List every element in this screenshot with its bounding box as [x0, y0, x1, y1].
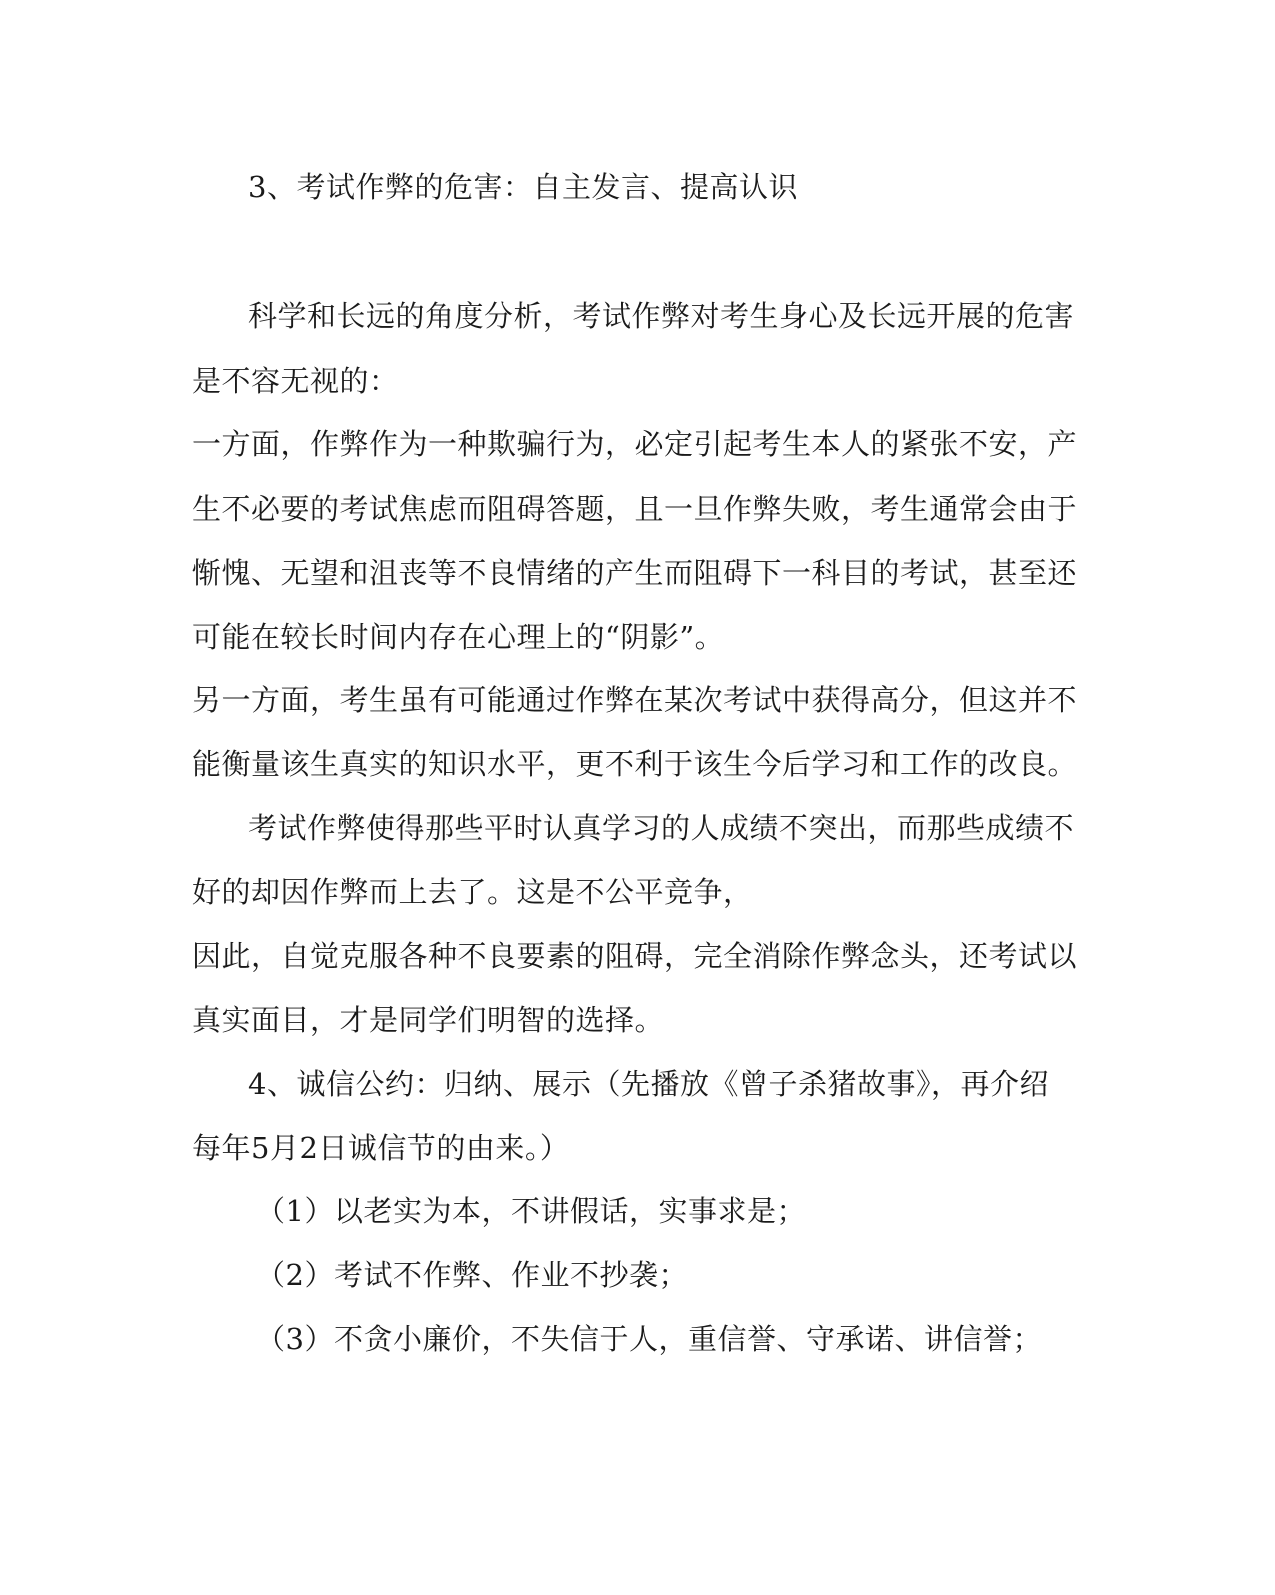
paragraph-line: 能衡量该生真实的知识水平，更不利于该生今后学习和工作的改良。 — [192, 747, 1078, 781]
paragraph-line: 另一方面，考生虽有可能通过作弊在某次考试中获得高分，但这并不 — [192, 683, 1078, 717]
paragraph-line: 科学和长远的角度分析，考试作弊对考生身心及长远开展的危害 — [248, 299, 1075, 333]
paragraph-line: 一方面，作弊作为一种欺骗行为，必定引起考生本人的紧张不安，产 — [192, 427, 1078, 461]
paragraph-line: 是不容无视的： — [192, 364, 399, 398]
pledge-item: （2）考试不作弊、作业不抄袭； — [256, 1258, 688, 1292]
pledge-item: （3）不贪小廉价，不失信于人，重信誉、守承诺、讲信誉； — [256, 1322, 1042, 1356]
paragraph-line: 生不必要的考试焦虑而阻碍答题，且一旦作弊失败，考生通常会由于 — [192, 492, 1078, 526]
paragraph-line: 每年5月2日诚信节的由来。） — [192, 1131, 570, 1165]
paragraph-line: 好的却因作弊而上去了。这是不公平竞争， — [192, 875, 753, 909]
pledge-item: （1）以老实为本，不讲假话，实事求是； — [256, 1194, 806, 1228]
section-heading-harms: 3、考试作弊的危害：自主发言、提高认识 — [248, 170, 798, 204]
section-heading-pledge: 4、诚信公约：归纳、展示（先播放《曾子杀猪故事》，再介绍 — [248, 1067, 1049, 1101]
paragraph-line: 惭愧、无望和沮丧等不良情绪的产生而阻碍下一科目的考试，甚至还 — [192, 556, 1078, 590]
paragraph-line: 因此，自觉克服各种不良要素的阻碍，完全消除作弊念头，还考试以 — [192, 939, 1078, 973]
paragraph-line: 考试作弊使得那些平时认真学习的人成绩不突出，而那些成绩不 — [248, 811, 1075, 845]
paragraph-line: 可能在较长时间内存在心理上的“阴影”。 — [192, 620, 725, 654]
paragraph-line: 真实面目，才是同学们明智的选择。 — [192, 1003, 665, 1037]
